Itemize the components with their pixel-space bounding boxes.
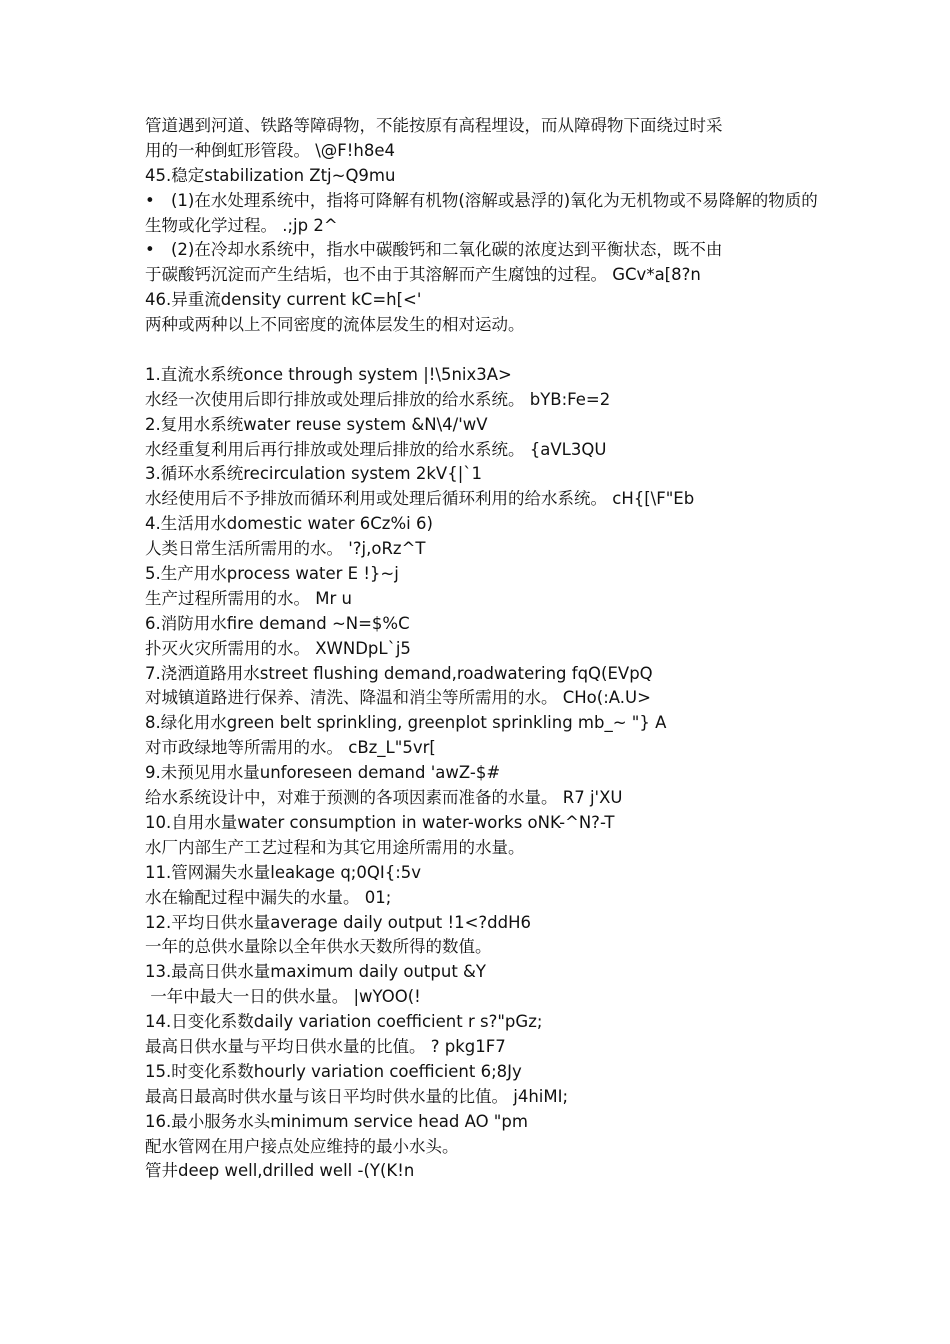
term-heading: 7.浇洒道路用水street flushing demand,roadwatering fqQ(EVpQ [145, 663, 653, 683]
bullet-item [145, 238, 935, 263]
term-heading: 6.消防用水fire demand ~N=$%C [145, 613, 410, 633]
bullet-text: (1)在水处理系统中，指将可降解有机物(溶解或悬浮的)氧化为无机物或不易降解的物质的 [171, 190, 818, 210]
bullet-text: (2)在冷却水系统中，指水中碳酸钙和二氧化碳的浓度达到平衡状态，既不由 [171, 240, 723, 260]
term-heading: 46.异重流density current kC=h[<' [145, 290, 422, 310]
term-heading: 5.生产用水process water E !}~j [145, 564, 399, 584]
term-heading: 45.稳定stabilization Ztj~Q9mu [145, 165, 396, 185]
text-line: 生物或化学过程。 .;jp 2^ [145, 215, 338, 235]
text-line: 人类日常生活所需用的水。 '?j,oRz^T [145, 539, 426, 559]
text-line: 给水系统设计中，对难于预测的各项因素而准备的水量。 R7 j'XU [145, 788, 623, 808]
term-heading: 15.时变化系数hourly variation coefficient 6;8Jy [145, 1061, 522, 1081]
text-line: 对市政绿地等所需用的水。 cBz_L"5vr[ [145, 738, 436, 758]
term-heading: 10.自用水量water consumption in water-works oNK-^N?-T [145, 812, 615, 832]
text-line: 两种或两种以上不同密度的流体层发生的相对运动。 [145, 315, 525, 335]
text-line: 生产过程所需用的水。 Mr u [145, 588, 352, 608]
text-line: 最高日最高时供水量与该日平均时供水量的比值。 j4hiMI; [145, 1086, 569, 1106]
term-heading: 9.未预见用水量unforeseen demand 'awZ-$# [145, 763, 501, 783]
text-line: 扑灭火灾所需用的水。 XWNDpL`j5 [145, 638, 411, 658]
text-line: 水经重复利用后再行排放或处理后排放的给水系统。 {aVL3QU [145, 439, 607, 459]
text-line: 一年的总供水量除以全年供水天数所得的数值。 [145, 937, 492, 957]
text-line: 水厂内部生产工艺过程和为其它用途所需用的水量。 [145, 837, 525, 857]
document-body [145, 114, 935, 1184]
text-line: 水在输配过程中漏失的水量。 01; [145, 887, 392, 907]
text-line: 最高日供水量与平均日供水量的比值。 ? pkg1F7 [145, 1036, 506, 1056]
term-heading: 3.循环水系统recirculation system 2kV{|`1 [145, 464, 483, 484]
term-heading: 2.复用水系统water reuse system &N\4/'wV [145, 414, 488, 434]
text-line: 管道遇到河道、铁路等障碍物，不能按原有高程埋设，而从障碍物下面绕过时采 [145, 116, 723, 135]
text-line: 用的一种倒虹形管段。 \@F!h8e4 [145, 140, 396, 160]
text-line: 对城镇道路进行保养、清洗、降温和消尘等所需用的水。 CHo(:A.U> [145, 688, 651, 708]
text-line: 水经使用后不予排放而循环利用或处理后循环利用的给水系统。 cH{[\F"Eb [145, 489, 695, 509]
bullet-icon: • [145, 190, 155, 210]
term-heading: 16.最小服务水头minimum service head AO "pm [145, 1111, 528, 1131]
term-heading: 1.直流水系统once through system |!\5nix3A> [145, 364, 512, 384]
text-line: 水经一次使用后即行排放或处理后排放的给水系统。 bYB:Fe=2 [145, 389, 611, 409]
term-heading: 4.生活用水domestic water 6Cz%i 6) [145, 514, 433, 534]
term-heading: 12.平均日供水量average daily output !1<?ddH6 [145, 912, 532, 932]
bullet-icon: • [145, 240, 155, 260]
term-heading: 14.日变化系数daily variation coefficient r s?"pGz; [145, 1012, 543, 1032]
text-line: 一年中最大一日的供水量。 |wYOO(! [145, 987, 421, 1007]
bullet-item [145, 189, 935, 214]
term-heading: 8.绿化用水green belt sprinkling, greenplot sprinkling mb_~ "} A [145, 713, 667, 733]
blank-line [145, 338, 935, 363]
text-line: 于碳酸钙沉淀而产生结垢，也不由于其溶解而产生腐蚀的过程。 GCv*a[8?n [145, 265, 701, 285]
term-heading: 11.管网漏失水量leakage q;0QI{:5v [145, 862, 422, 882]
term-heading: 13.最高日供水量maximum daily output &Y [145, 962, 486, 982]
term-heading: 管井deep well,drilled well -(Y(K!n [145, 1161, 415, 1181]
text-line: 配水管网在用户接点处应维持的最小水头。 [145, 1136, 459, 1156]
